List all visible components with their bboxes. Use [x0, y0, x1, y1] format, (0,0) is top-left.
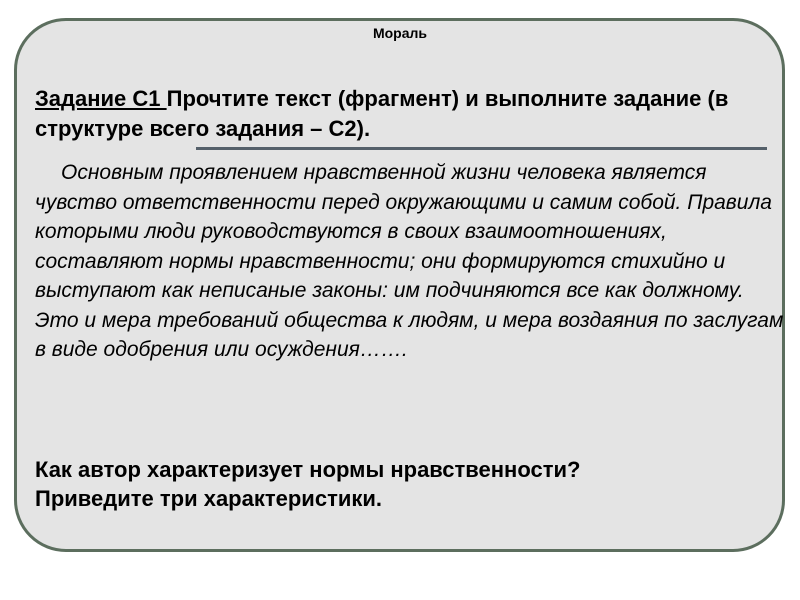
task-heading: [35, 84, 775, 144]
task-label: Задание С1: [35, 86, 167, 111]
question-line-2: Приведите три характеристики.: [35, 486, 383, 511]
passage-text: Основным проявлением нравственной жизни человека является чувство ответственности перед окружающими и самим собой. Правила которыми люди руководствуются в своих взаимоотношениях, составляют нормы нравственности; они формируются стихийно и выступают как неписаные законы: им подчиняются все как должному. Это и мера требований общества к людям, и мера воздаяния по заслугам в виде одобрения или осуждения…….: [35, 161, 784, 361]
slide-title: Мораль: [372, 25, 428, 41]
section-divider: [196, 147, 767, 150]
task-instruction: Прочтите текст (фрагмент) и выполните задание (в структуре всего задания – С2).: [35, 86, 729, 141]
question: [35, 455, 775, 513]
question-line-1: Как автор характеризует нормы нравственности?: [35, 457, 581, 482]
